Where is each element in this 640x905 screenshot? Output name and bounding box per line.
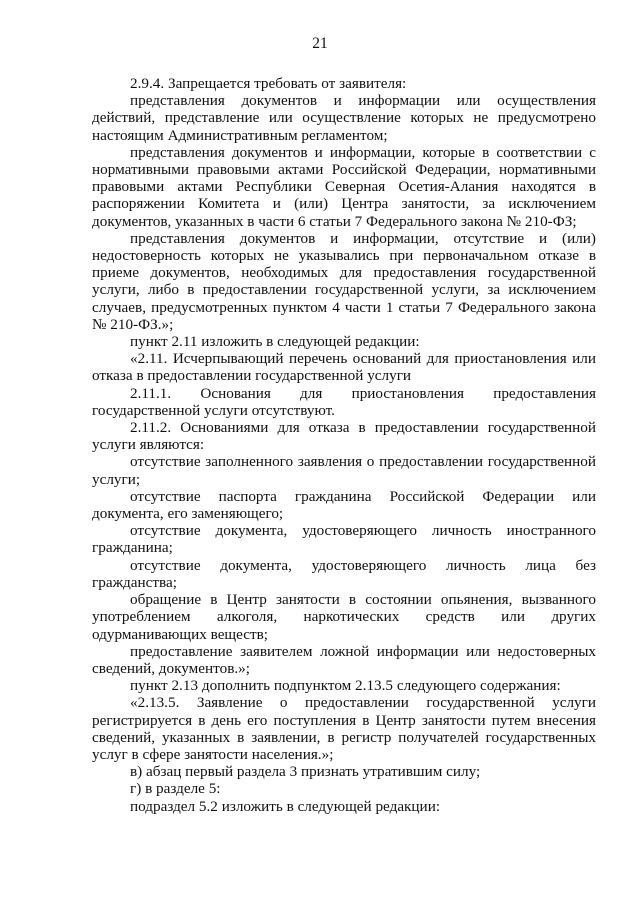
- paragraph: отсутствие документа, удостоверяющего личность лица без гражданства;: [92, 556, 596, 591]
- paragraph: пункт 2.11 изложить в следующей редакции:: [130, 333, 420, 351]
- paragraph: обращение в Центр занятости в состоянии опьянения, вызванного употреблением алкоголя, наркотических средств или других одурманивающих веществ;: [92, 591, 596, 643]
- paragraph: отсутствие документа, удостоверяющего личность иностранного гражданина;: [92, 522, 596, 557]
- paragraph: в) абзац первый раздела 3 признать утратившим силу;: [130, 763, 481, 781]
- paragraph: 2.11.2. Основаниями для отказа в предоставлении государственной услуги являются:: [92, 419, 596, 454]
- paragraph: «2.11. Исчерпывающий перечень оснований для приостановления или отказа в предоставлении государственной услуги: [92, 350, 596, 385]
- paragraph: «2.13.5. Заявление о предоставлении государственной услуги регистрируется в день его поступления в Центр занятости путем внесения сведений, указанных в заявлении, в регистр получателей государственных услуг в сфере занятости населения.»;: [92, 694, 596, 763]
- paragraph: отсутствие заполненного заявления о предоставлении государственной услуги;: [92, 453, 596, 488]
- paragraph: представления документов и информации, которые в соответствии с нормативными правовыми актами Российской Федерации, нормативными правовыми актами Республики Северная Осетия-Алания находятся в распоряжении Комитета и (или) Центра занятости, за исключением документов, указанных в части 6 статьи 7 Федерального закона № 210-ФЗ;: [92, 143, 596, 230]
- paragraph: предоставление заявителем ложной информации или недостоверных сведений, документов.»;: [92, 642, 596, 677]
- paragraph: представления документов и информации, отсутствие и (или) недостоверность которых не указывались при первоначальном отказе в приеме документов, необходимых для предоставления государственной услуги, либо в предоставлении государственной услуги, за исключением случаев, предусмотренных пунктом 4 части 1 статьи 7 Федерального закона № 210-ФЗ.»;: [92, 229, 596, 333]
- paragraph: 2.11.1. Основания для приостановления предоставления государственной услуги отсутствуют.: [92, 384, 596, 419]
- paragraph: отсутствие паспорта гражданина Российской Федерации или документа, его заменяющего;: [92, 487, 596, 523]
- paragraph: 2.9.4. Запрещается требовать от заявителя:: [130, 75, 407, 92]
- page-number: 21: [312, 35, 328, 52]
- paragraph: пункт 2.13 дополнить подпунктом 2.13.5 следующего содержания:: [130, 677, 561, 695]
- paragraph: подраздел 5.2 изложить в следующей редакции:: [130, 797, 441, 815]
- paragraph: г) в разделе 5:: [130, 780, 221, 798]
- paragraph: представления документов и информации или осуществления действий, представление или осуществление которых не предусмотрено настоящим Административным регламентом;: [92, 92, 596, 144]
- document-body: [92, 75, 596, 815]
